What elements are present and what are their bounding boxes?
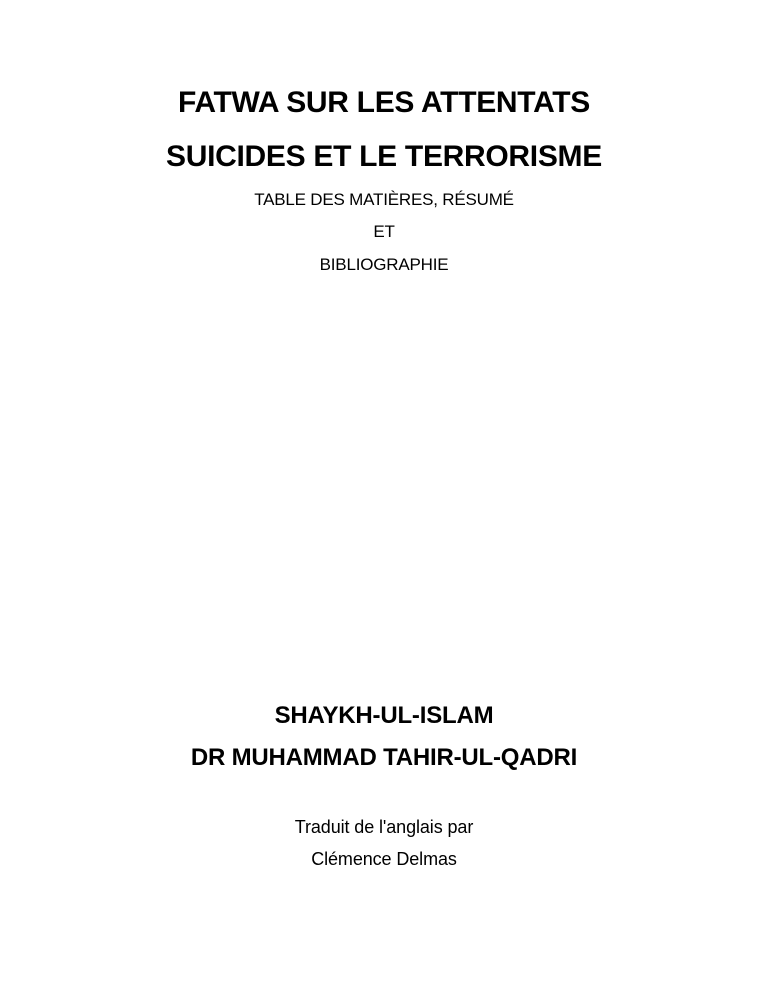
subtitle-line-1: TABLE DES MATIÈRES, RÉSUMÉ bbox=[254, 190, 514, 209]
subtitle-line-2: ET bbox=[373, 222, 395, 241]
author-line-1: SHAYKH-UL-ISLAM bbox=[274, 702, 494, 729]
title-line-1: FATWA SUR LES ATTENTATS bbox=[178, 86, 590, 119]
subtitle-line-3: BIBLIOGRAPHIE bbox=[319, 255, 449, 274]
translator-line-2: Clémence Delmas bbox=[311, 849, 457, 869]
author-line-2: DR MUHAMMAD TAHIR-UL-QADRI bbox=[190, 744, 578, 771]
title-line-2: SUICIDES ET LE TERRORISME bbox=[166, 140, 602, 173]
translator-line-1: Traduit de l'anglais par bbox=[294, 817, 474, 837]
